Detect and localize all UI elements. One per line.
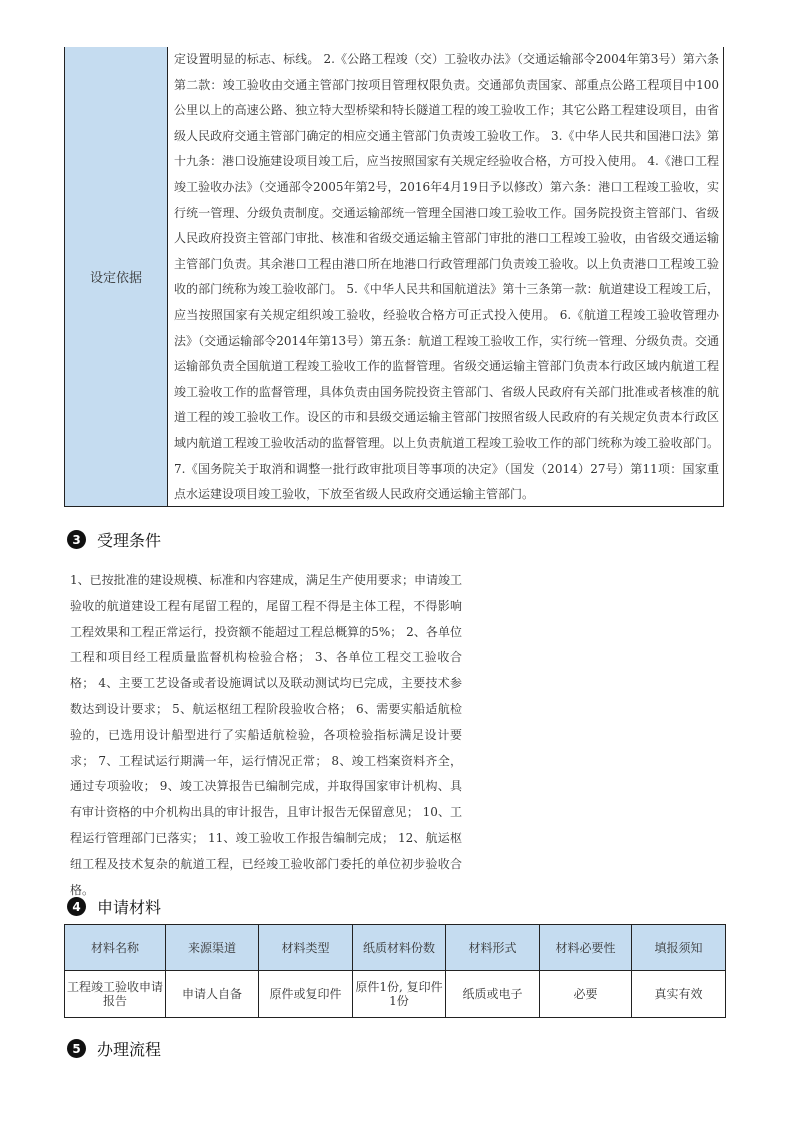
table-cell: 必要 — [540, 971, 632, 1018]
table-header-row — [65, 925, 726, 971]
acceptance-conditions-text: 1、已按批准的建设规模、标准和内容建成，满足生产使用要求；申请竣工验收的航道建设工程有尾留工程的，尾留工程不得是主体工程，不得影响工程效果和工程正常运行，投资额不能超过工程总概算的5%； 2、各单位工程和项目经工程质量监督机构检验合格； 3、各单位工程交工验收合格； 4、主要工艺设备或者设施调试以及联动测试均已完成，主要技术参数达到设计要求； 5、航运枢纽工程阶段验收合格； 6、需要实船适航检验的，已选用设计船型进行了实船适航检验，各项检验指标满足设计要求； 7、工程试运行期满一年，运行情况正常； 8、竣工档案资料齐全，通过专项验收； 9、竣工决算报告已编制完成，并取得国家审计机构、具有审计资格的中介机构出具的审计报告，且审计报告无保留意见； 10、工程运行管理部门已落实； 11、竣工验收工作报告编制完成； 12、航运枢纽工程及技术复杂的航道工程，已经竣工验收部门委托的单位初步验收合格。 — [70, 573, 462, 897]
column-header: 材料必要性 — [540, 925, 632, 971]
table-cell: 原件1份, 复印件1份 — [353, 971, 446, 1018]
column-header: 材料形式 — [446, 925, 540, 971]
table-cell: 真实有效 — [632, 971, 726, 1018]
section-title: 申请材料 — [97, 898, 162, 917]
materials-table — [64, 924, 726, 1018]
basis-label: 设定依据 — [65, 47, 168, 506]
table-row — [65, 971, 726, 1018]
column-header: 来源渠道 — [166, 925, 259, 971]
section-number-badge: 4 — [67, 897, 86, 916]
basis-table — [64, 47, 724, 507]
section-number-badge: 5 — [67, 1039, 86, 1058]
column-header: 填报须知 — [632, 925, 726, 971]
column-header: 材料名称 — [65, 925, 166, 971]
table-cell: 纸质或电子 — [446, 971, 540, 1018]
basis-text: 定设置明显的标志、标线。 2.《公路工程竣（交）工验收办法》（交通运输部令2004年第3号）第六条第二款：竣工验收由交通主管部门按项目管理权限负责。交通部负责国家、部重点公路工程项目中100公里以上的高速公路、独立特大型桥梁和特长隧道工程的竣工验收工作；其它公路工程建设项目，由省级人民政府交通主管部门确定的相应交通主管部门负责竣工验收工作。 3.《中华人民共和国港口法》第十九条：港口设施建设项目竣工后，应当按照国家有关规定经验收合格，方可投入使用。 4.《港口工程竣工验收办法》（交通部令2005年第2号，2016年4月19日予以修改）第六条：港口工程竣工验收，实行统一管理、分级负责制度。交通运输部统一管理全国港口竣工验收工作。国务院投资主管部门、省级人民政府投资主管部门审批、核准和省级交通运输主管部门审批的港口工程竣工验收，由省级交通运输主管部门负责。其余港口工程由港口所在地港口行政管理部门负责竣工验收。以上负责港口工程竣工验收的部门统称为竣工验收部门。 5.《中华人民共和国航道法》第十三条第一款：航道建设工程竣工后，应当按照国家有关规定组织竣工验收，经验收合格方可正式投入使用。 6.《航道工程竣工验收管理办法》（交通运输部令2014年第13号）第五条：航道工程竣工验收工作，实行统一管理、分级负责。交通运输部负责全国航道工程竣工验收工作的监督管理。省级交通运输主管部门负责本行政区域内航道工程竣工验收工作的监督管理，具体负责由国务院投资主管部门、省级人民政府有关部门批准或者核准的航道工程的竣工验收工作。设区的市和县级交通运输主管部门按照省级人民政府的有关规定负责本行政区域内航道工程竣工验收活动的监督管理。以上负责航道工程竣工验收工作的部门统称为竣工验收部门。 7.《国务院关于取消和调整一批行政审批项目等事项的决定》（国发（2014）27号）第11项：国家重点水运建设项目竣工验收，下放至省级人民政府交通运输主管部门。 — [174, 52, 719, 502]
section-title: 受理条件 — [97, 531, 162, 550]
section-number-badge: 3 — [67, 530, 86, 549]
section-4-heading — [67, 895, 161, 918]
table-cell: 工程竣工验收申请报告 — [65, 971, 166, 1018]
table-cell: 申请人自备 — [166, 971, 259, 1018]
column-header: 纸质材料份数 — [353, 925, 446, 971]
section-5-heading — [67, 1037, 161, 1060]
section-3-heading — [67, 528, 161, 551]
column-header: 材料类型 — [259, 925, 353, 971]
table-cell: 原件或复印件 — [259, 971, 353, 1018]
section-title: 办理流程 — [97, 1040, 162, 1059]
